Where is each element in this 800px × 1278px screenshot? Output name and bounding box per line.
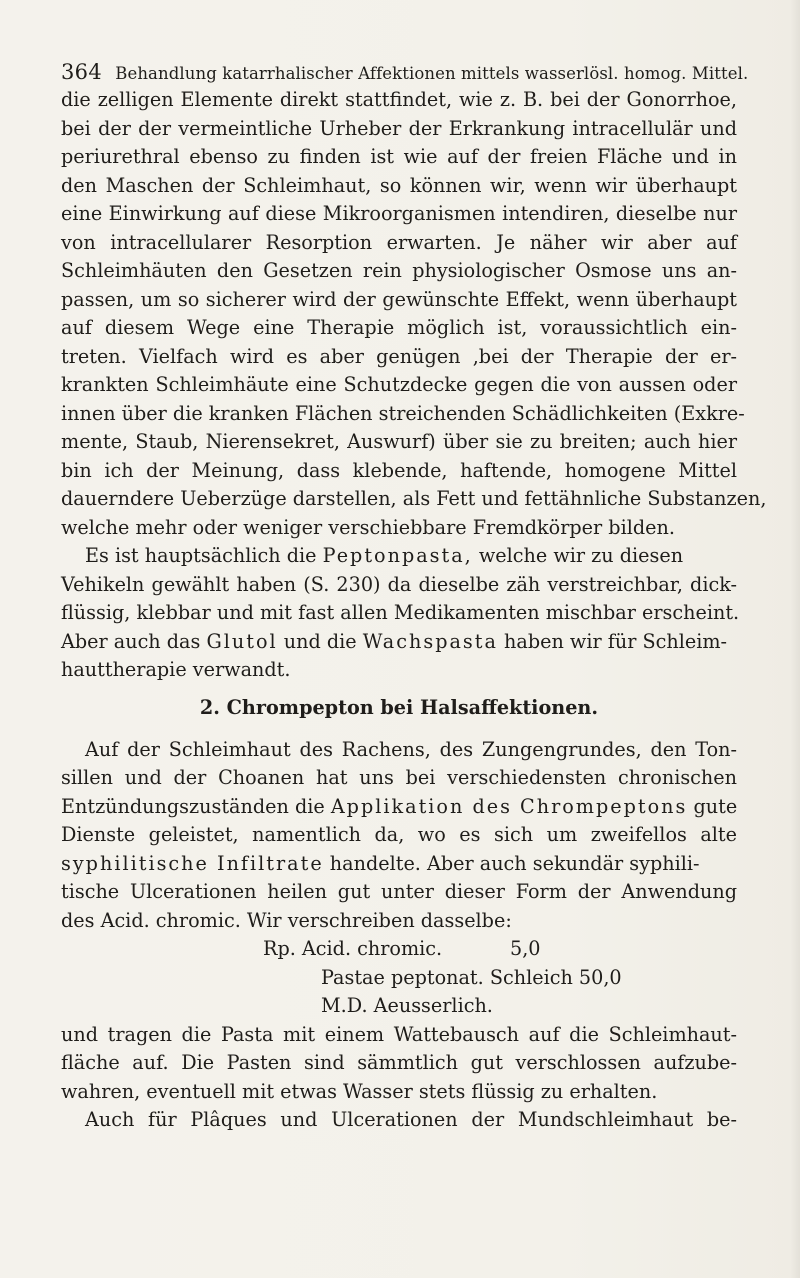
emphasized-term: Applikation des Chrompeptons [330,794,688,818]
text-line: krankten Schleimhäute eine Schutzdecke gegen die von aussen oder [61,373,737,396]
paragraph-1 [61,86,767,542]
text-line: bin ich der Meinung, dass klebende, haftende, homogene Mittel [61,458,737,482]
prescription-line [61,964,737,993]
text-line: die zelligen Elemente direkt stattfindet, wie z. B. bei der Gonorrhoe, [61,88,737,111]
text-line: und tragen die Pasta mit einem Wattebausch auf die Schleimhaut- [61,1022,737,1046]
emphasized-term: Wachspasta [362,629,498,653]
text-line: eine Einwirkung auf diese Mikroorganismen intendiren, dieselbe nur [61,202,737,225]
text-line: Dienste geleistet, namentlich da, wo es sich um zweifellos alte [61,823,737,846]
prescription-amount: 5,0 [510,937,541,960]
text-line: Schleimhäuten den Gesetzen rein physiologischer Osmose uns an- [61,259,737,282]
text-run: welche wir zu diesen [472,544,684,567]
text-run: handelte. Aber auch sekundär syphili- [323,851,700,875]
text-line [61,850,737,879]
text-run: und die [277,629,363,653]
text-line: dauerndere Ueberzüge darstellen, als Fett und fettähnliche Substanzen, [61,487,767,510]
text-line: Auch für Plâques und Ulcerationen der Mundschleimhaut be- [85,1108,737,1131]
paragraph-2 [61,542,740,685]
prescription-line [61,992,737,1021]
text-run: Entzündungszuständen die [61,794,331,818]
text-line: sillen und der Choanen hat uns bei verschiedensten chronischen [61,766,737,789]
text-line [61,542,737,571]
emphasized-term: syphilitische Infiltrate [61,851,324,875]
text-line: den Maschen der Schleimhaut, so können wir, wenn wir überhaupt [61,173,737,197]
page-number: 364 [61,60,102,84]
text-line: Vehikeln gewählt haben (S. 230) da dieselbe zäh verstreichbar, dick- [61,572,737,596]
text-line [61,628,737,657]
text-line: innen über die kranken Flächen streichenden Schädlichkeiten (Exkre- [61,401,745,425]
emphasized-term: Glutol [206,629,278,653]
emphasized-term: Peptonpasta, [322,544,473,567]
text-line: welche mehr oder weniger verschiebbare Fremdkörper bilden. [61,515,675,539]
text-line: passen, um so sicherer wird der gewünschte Effekt, wenn überhaupt [61,287,737,311]
text-run: Aber auch das [61,629,207,653]
text-line: hauttherapie verwandt. [61,658,291,681]
text-line [61,793,737,822]
prescription-line [61,935,737,964]
prescription-item: Pastae peptonat. Schleich 50,0 [321,965,622,989]
prescription-block [61,935,737,1021]
text-run: gute [687,794,738,818]
prescription-item: Rp. Acid. chromic. [263,937,443,960]
text-line: bei der der vermeintliche Urheber der Erkrankung intracellulär und [61,116,737,140]
text-run: Es ist hauptsächlich die [85,544,323,567]
section-heading: 2. Chrompepton bei Halsaffektionen. [199,695,599,719]
text-line: des Acid. chromic. Wir verschreiben dasselbe: [61,908,512,932]
text-line: auf diesem Wege eine Therapie möglich ist, voraussichtlich ein- [61,316,737,339]
page-body [61,86,767,1135]
text-line: periurethral ebenso zu finden ist wie auf der freien Fläche und in [61,145,737,168]
text-line: von intracellularer Resorption erwarten. Je näher wir aber auf [61,230,737,254]
text-run: haben wir für Schleim- [497,629,728,653]
page-edge-shadow [790,0,800,1278]
page-header [61,60,761,86]
text-line: wahren, eventuell mit etwas Wasser stets flüssig zu erhalten. [61,1079,658,1103]
paragraph-5 [61,1106,737,1135]
text-line: treten. Vielfach wird es aber genügen ,bei der Therapie der er- [61,344,737,368]
prescription-directions: M.D. Aeusserlich. [321,994,493,1017]
text-line: flüssig, klebbar und mit fast allen Medikamenten mischbar erscheint. [61,601,740,624]
running-title: Behandlung katarrhalischer Affektionen mittels wasserlösl. homog. Mittel. [115,64,749,83]
text-line: Auf der Schleimhaut des Rachens, des Zungengrundes, den Ton- [85,737,737,761]
paragraph-4 [61,1021,737,1107]
text-line: fläche auf. Die Pasten sind sämmtlich gut verschlossen aufzube- [61,1051,737,1074]
paragraph-3 [61,736,737,936]
text-line: tische Ulcerationen heilen gut unter dieser Form der Anwendung [61,880,737,903]
text-line: mente, Staub, Nierensekret, Auswurf) über sie zu breiten; auch hier [61,430,737,453]
